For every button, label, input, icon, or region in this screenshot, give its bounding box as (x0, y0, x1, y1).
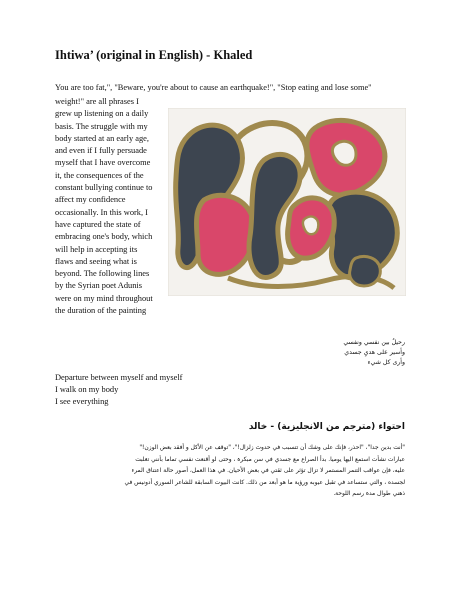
arabic-body-line: عليه، فإن عواقب التنمر المستمر لا تزال تؤثر على ثقتي في بعض الأحيان. في هذا العمل، أصور حالة اعتناق المرء (131, 468, 405, 475)
intro-line: have captured the state of (55, 219, 141, 229)
pink-hole-center (303, 216, 318, 234)
dark-hand-shape (350, 256, 381, 286)
arabic-poem-line: رحيلٌ بين نفسي ونفسي (343, 339, 405, 346)
intro-line: and even if I fully persuade (55, 146, 147, 156)
intro-line: the duration of the painting (55, 306, 147, 316)
page-title: Ihtiwa’ (original in English) - Khaled (55, 48, 253, 62)
intro-line: it, the consequences of the (55, 170, 144, 180)
intro-line: myself that I have overcome (55, 158, 151, 168)
abstract-painting-image (168, 108, 406, 296)
arabic-poem-line: وأسير على هديِ جسدي (344, 349, 405, 356)
intro-line: beyond. The following lines (55, 269, 150, 279)
intro-line: weight!" are all phrases I (55, 97, 139, 106)
arabic-poem-line: وأرى كل شيء (367, 359, 405, 366)
arabic-body-line: عبارات نشأت استمع اليها يوميا. بدأ الصراع مع جسدي في سن مبكرة ، وحتى لو أقنعت نفسي تماما بأنني تغلبت (135, 456, 405, 463)
pink-shape-left (197, 195, 255, 274)
arabic-body-line: لجسده ، والتي ستساعد في تقبل عيوبه ورؤية ما هو أبعد من ذلك. كانت البيوت السابقة للشاعر السوري أدونيس في (124, 479, 405, 486)
english-poem (55, 372, 182, 408)
intro-line: affect my confidence (55, 195, 126, 205)
english-poem-line: I see everything (55, 397, 109, 406)
arabic-paragraph (55, 443, 405, 501)
intro-line: body started at an early age, (55, 133, 149, 143)
intro-line: embracing one's body, which (55, 232, 153, 242)
intro-line: by the Syrian poet Adunis (55, 281, 143, 291)
arabic-poem (250, 338, 405, 368)
intro-line: occasionally. In this work, I (55, 207, 148, 217)
arabic-section-title: احتواء (مترجم من الانجليزية) - خالد (248, 422, 405, 432)
intro-line: grew up listening on a daily (55, 109, 149, 119)
english-poem-line: I walk on my body (55, 385, 119, 394)
intro-paragraph (55, 96, 167, 317)
intro-line: constant bullying continue to (55, 183, 153, 193)
intro-line: basis. The struggle with my (55, 121, 148, 131)
arabic-body-line: "أنت بدين جدا"، "احذر، فإنك على وشك أن تتسبب في حدوث زلزال!"، "توقف عن الأكل و أفقد بعض الوزن!" (139, 445, 405, 451)
intro-first-line: You are too fat,", "Beware, you're about to cause an earthquake!", "Stop eating and lose some" (55, 83, 372, 92)
english-poem-line: Departure between myself and myself (55, 373, 183, 382)
intro-line: will help in accepting its (55, 244, 138, 254)
intro-line: flaws and seeing what is (55, 256, 137, 266)
arabic-body-line: ذهني طوال مدة رسم اللوحة. (333, 491, 405, 498)
pink-hole-top-right (332, 141, 356, 165)
intro-line: were on my mind throughout (55, 293, 153, 303)
